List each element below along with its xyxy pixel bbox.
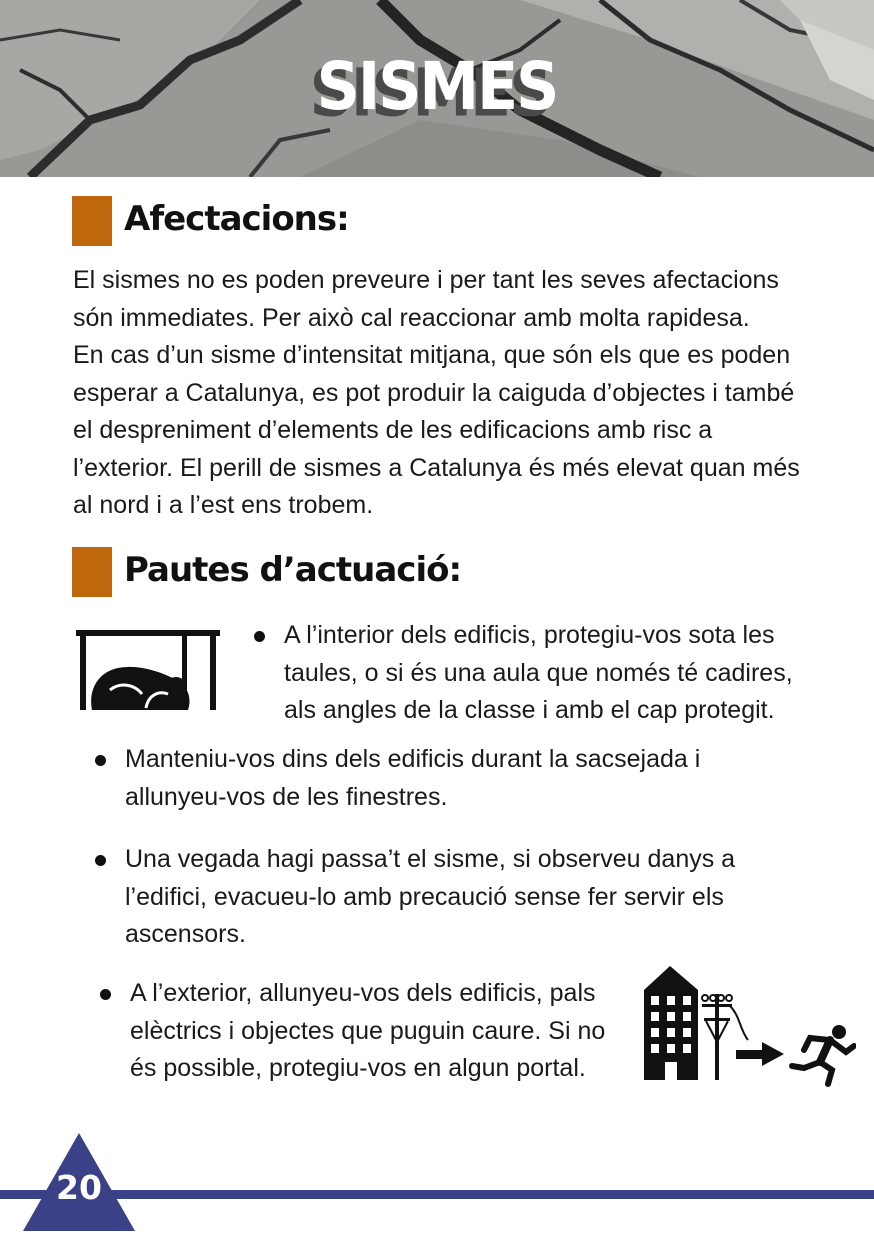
bullet-dot bbox=[100, 989, 111, 1000]
bullet-item-4: A l’exterior, allunyeu-vos dels edificis, pals elèctrics i objectes que puguin caure. Si no és possible, protegiu-vos en algun portal. bbox=[130, 979, 606, 1082]
building-pole-running-person-icon bbox=[644, 966, 856, 1090]
section-marker-afectacions bbox=[72, 196, 112, 246]
heading-pautes: Pautes d’actuació: bbox=[124, 550, 462, 590]
page-title: SISMES bbox=[316, 48, 558, 126]
bullet-dot bbox=[95, 755, 106, 766]
afectacions-paragraph-1: El sismes no es poden preveure i per tant les seves afectacions són immediates. Per això cal reaccionar amb molta rapidesa. bbox=[73, 266, 779, 332]
bullet-dot bbox=[95, 855, 106, 866]
bullet-dot bbox=[254, 631, 265, 642]
afectacions-paragraph-2: En cas d’un sisme d’intensitat mitjana, que són els que es poden esperar a Catalunya, es pot produir la caiguda d’objectes i també el despreniment d’elements de les edificacions amb risc a l’exterior. El perill de sismes a Catalunya és més elevat quan més al nord i a l’est ens trobem. bbox=[73, 341, 800, 519]
heading-afectacions: Afectacions: bbox=[124, 199, 349, 239]
bullet-item-3: Una vegada hagi passa’t el sisme, si observeu danys a l’edifici, evacueu-lo amb precaució sense fer servir els ascensors. bbox=[125, 845, 736, 948]
header-banner bbox=[0, 0, 874, 177]
bullet-item-2: Manteniu-vos dins dels edificis durant la sacsejada i allunyeu-vos de les finestres. bbox=[125, 745, 701, 811]
person-under-table-icon bbox=[76, 628, 222, 712]
bullet-item-1: A l’interior dels edificis, protegiu-vos sota les taules, o si és una aula que només té cadires, als angles de la classe i amb el cap protegit. bbox=[284, 621, 793, 724]
afectacions-text bbox=[73, 262, 813, 525]
page-number: 20 bbox=[56, 1168, 102, 1207]
section-marker-pautes bbox=[72, 547, 112, 597]
